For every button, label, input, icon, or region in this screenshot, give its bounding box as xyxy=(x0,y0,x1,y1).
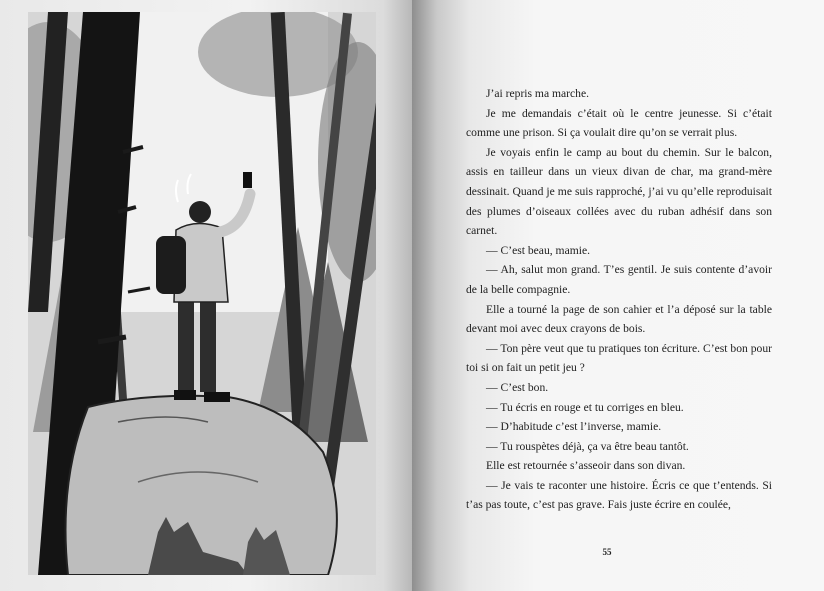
page-number: 55 xyxy=(602,547,612,557)
paragraph-12: Elle est retournée s’asseoir dans son divan. xyxy=(486,459,686,473)
paragraph-4: — C’est beau, mamie. xyxy=(486,243,590,257)
paragraph-8: — C’est bon. xyxy=(486,380,549,394)
paragraph-7: — Ton père veut que tu pratiques ton écriture. C’est bon pour toi si on fait un petit jeu ? xyxy=(466,341,772,375)
body-text xyxy=(466,84,772,515)
paragraph-6: Elle a tourné la page de son cahier et l’a déposé sur la table devant moi avec deux crayons de bois. xyxy=(466,302,772,336)
forest-illustration xyxy=(28,12,376,575)
paragraph-3: Je voyais enfin le camp au bout du chemin. Sur le balcon, assis en tailleur dans un vieux divan de char, ma grand-mère dessinait. Quand je me suis rapproché, j’ai vu qu’elle reproduisait des plumes d’oiseaux collées avec du ruban adhésif dans son carnet. xyxy=(466,145,772,238)
paragraph-10: — D’habitude c’est l’inverse, mamie. xyxy=(486,420,662,434)
paragraph-9: — Tu écris en rouge et tu corriges en bleu. xyxy=(486,400,684,414)
paragraph-1: J’ai repris ma marche. xyxy=(486,87,590,100)
paragraph-13: — Je vais te raconter une histoire. Écris ce que t’entends. Si t’as pas toute, c’est pas grave. Fais juste écrire en coulée, xyxy=(466,478,772,512)
paragraph-2: Je me demandais c’était où le centre jeunesse. Si c’était comme une prison. Si ça voulait dire qu’on se verrait plus. xyxy=(466,106,772,140)
forest-drawing xyxy=(28,12,376,575)
paragraph-5: — Ah, salut mon grand. T’es gentil. Je suis contente d’avoir de la belle compagnie. xyxy=(466,263,772,296)
paragraph-11: — Tu rouspètes déjà, ça va être beau tantôt. xyxy=(486,439,689,453)
